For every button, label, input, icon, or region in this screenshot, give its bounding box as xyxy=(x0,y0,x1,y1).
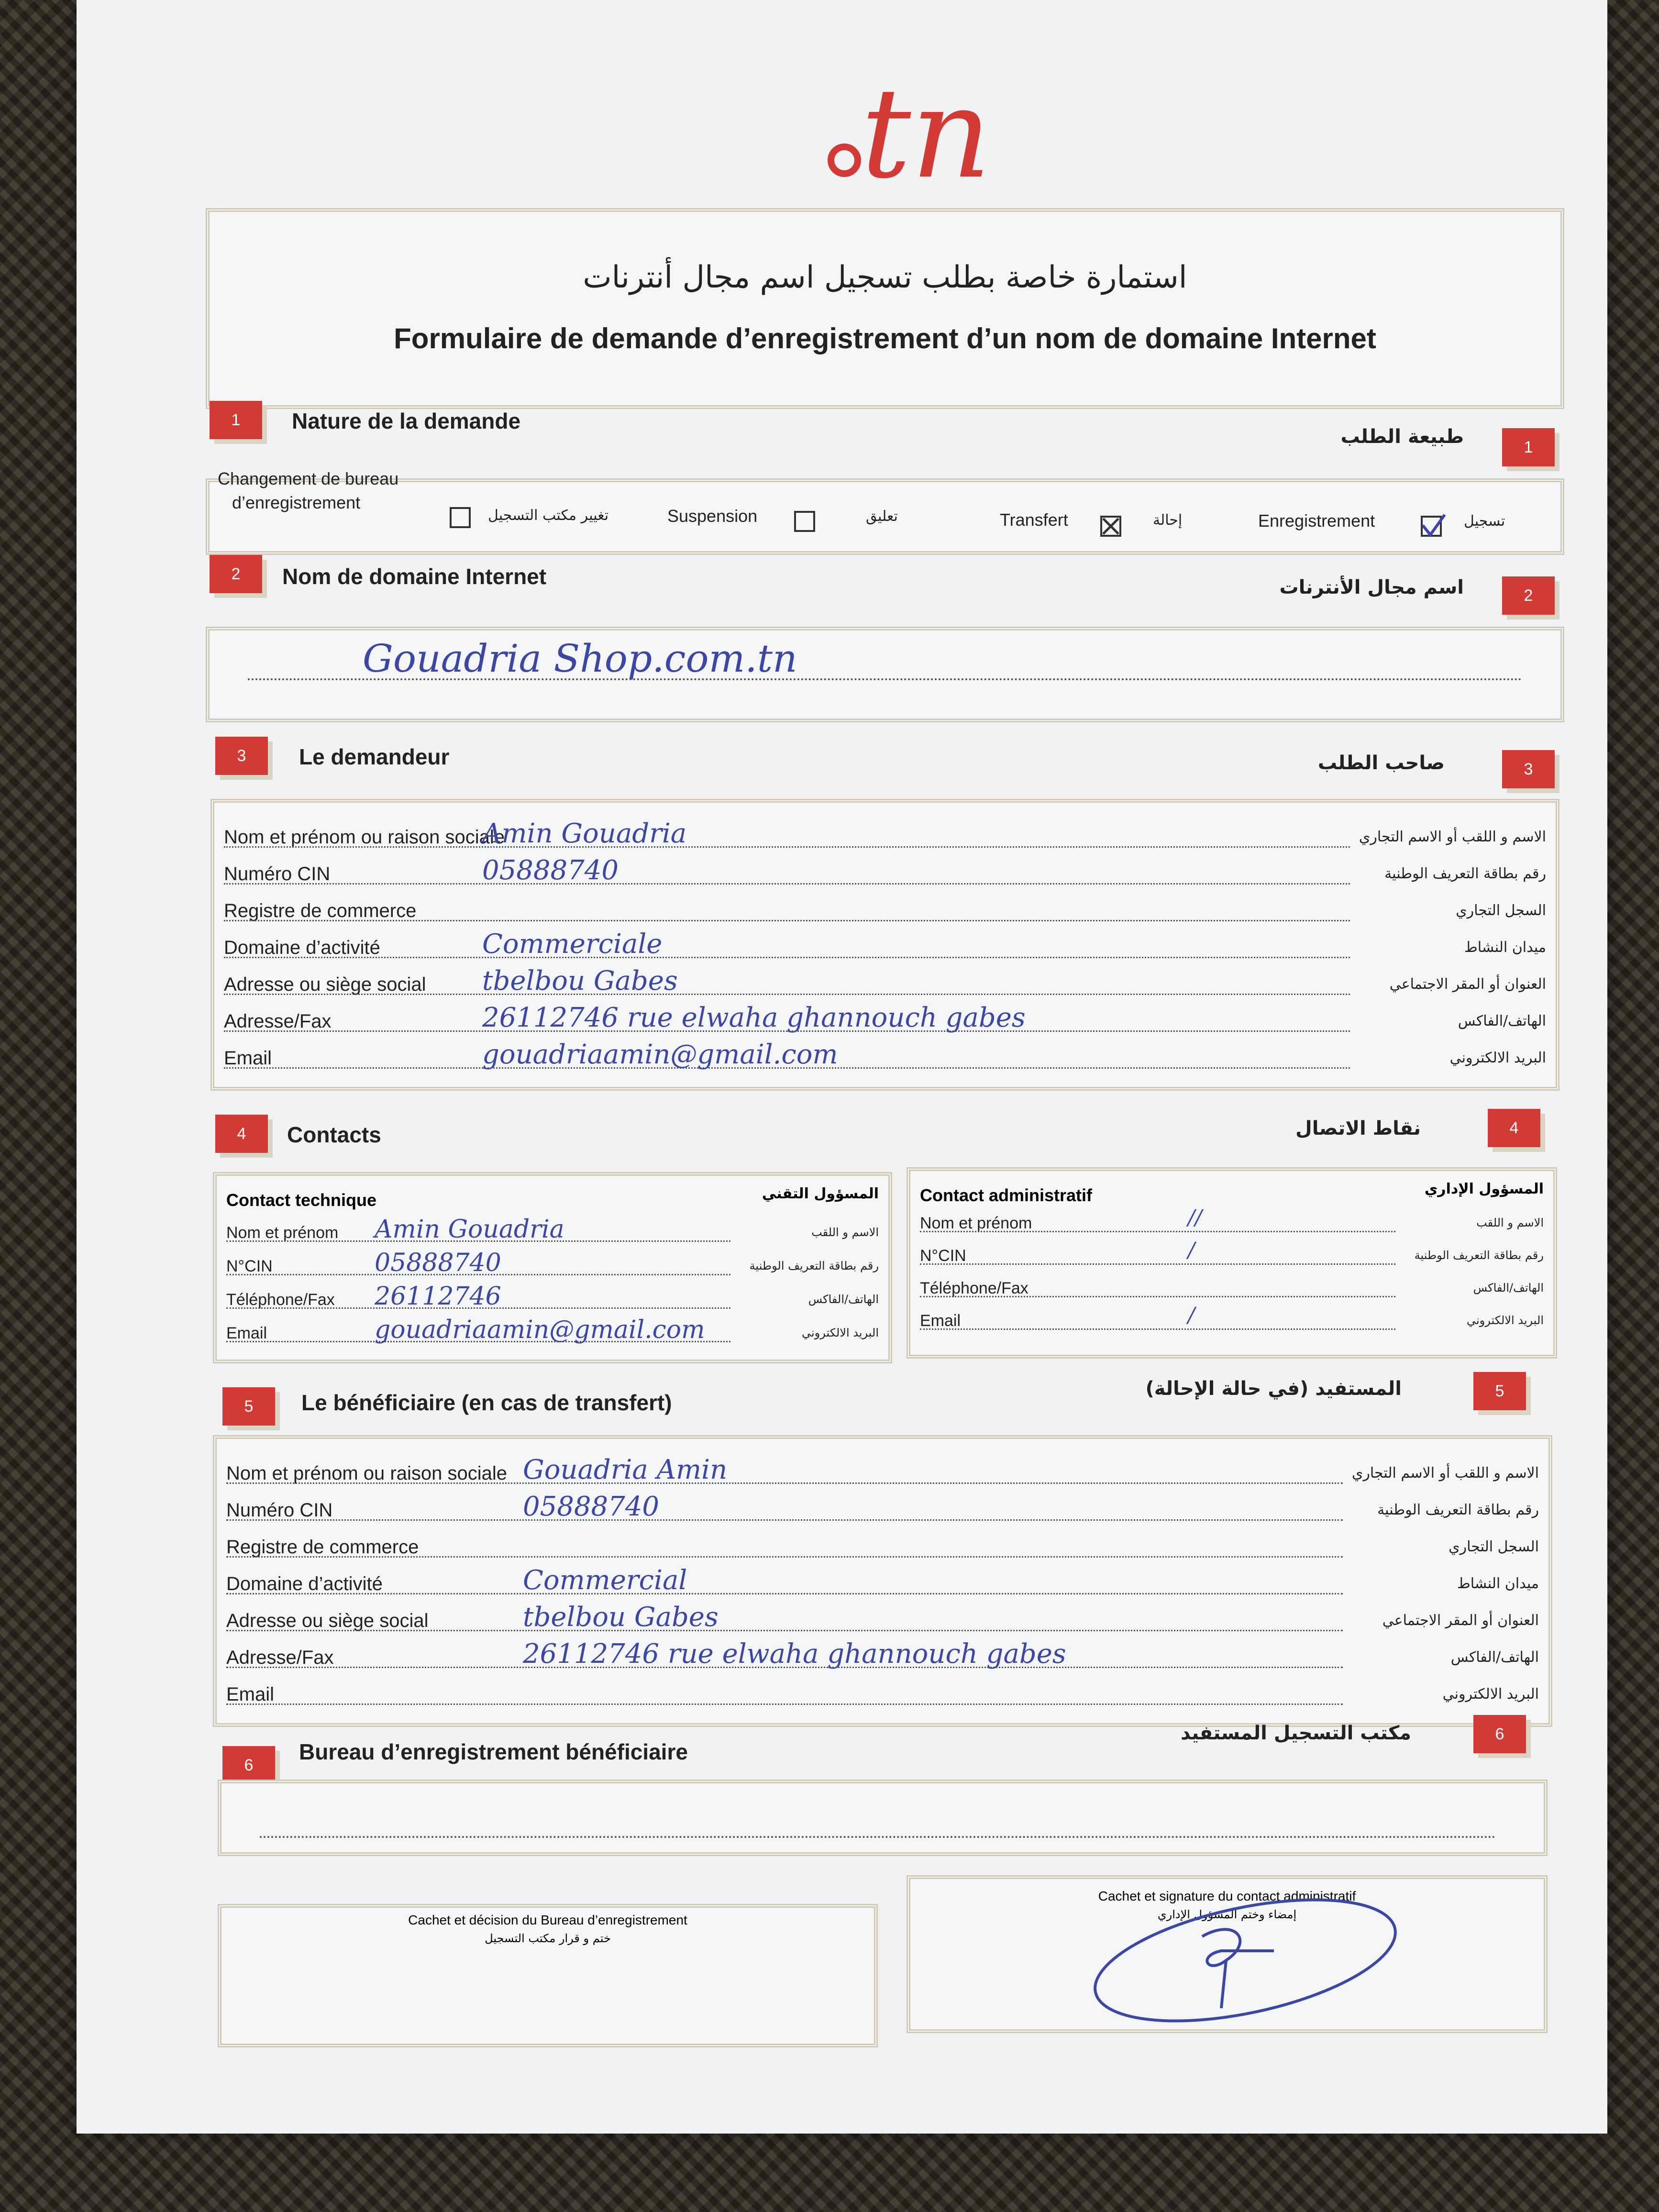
s5-field-label: Adresse/Fax xyxy=(226,1647,334,1668)
form-page xyxy=(77,0,1607,2134)
tech-field-label: Téléphone/Fax xyxy=(226,1291,335,1309)
section-5-box xyxy=(213,1435,1552,1727)
s3-field-dotted-line xyxy=(224,919,1350,921)
contact-administratif-title-ar: المسؤول الإداري xyxy=(1424,1181,1544,1197)
section-2-number: 2 xyxy=(210,555,262,593)
s3-field-label: Adresse/Fax xyxy=(224,1011,332,1032)
section-1-number: 1 xyxy=(210,401,262,439)
s5-field-label-ar: البريد الالكتروني xyxy=(1442,1686,1539,1703)
section-6-title: Bureau d’enregistrement bénéficiaire xyxy=(299,1739,688,1764)
section-5-number: 5 xyxy=(222,1387,275,1426)
section-2-title-ar: اسم مجال الأنترنات xyxy=(1279,576,1464,598)
domain-value[interactable]: Gouadria Shop.com.tn xyxy=(363,636,797,681)
section-3-title-ar: صاحب الطلب xyxy=(1317,752,1445,774)
option-enregistrement-label: Enregistrement xyxy=(1258,511,1375,531)
contact-technique-title-ar: المسؤول التقني xyxy=(762,1185,879,1202)
tech-field-label: Email xyxy=(226,1324,267,1342)
admin-field-dotted-line xyxy=(920,1263,1395,1265)
s5-field-label: Domaine d’activité xyxy=(226,1573,383,1594)
x-mark-icon xyxy=(1102,518,1119,535)
check-mark-icon xyxy=(1420,513,1449,542)
contact-technique-title: Contact technique xyxy=(226,1190,377,1210)
admin-field-label: N°CIN xyxy=(920,1247,966,1265)
admin-field-label-ar: رقم بطاقة التعريف الوطنية xyxy=(1414,1249,1544,1262)
s5-field-label: Nom et prénom ou raison sociale xyxy=(226,1463,507,1484)
checkbox-suspension[interactable] xyxy=(794,511,815,532)
contact-administratif-title: Contact administratif xyxy=(920,1185,1093,1205)
section-6-dotted-line xyxy=(260,1836,1496,1838)
s5-field-dotted-line xyxy=(226,1593,1343,1594)
s5-field-label-ar: الاسم و اللقب أو الاسم التجاري xyxy=(1351,1465,1539,1482)
section-6-number: 6 xyxy=(222,1746,275,1784)
stamp-left-box xyxy=(218,1904,878,2047)
title-arabic: استمارة خاصة بطلب تسجيل اسم مجال أنترنات xyxy=(583,260,1187,295)
admin-field-label-ar: الهاتف/الفاكس xyxy=(1473,1281,1544,1294)
section-3-number-ar: 3 xyxy=(1502,750,1555,788)
s5-field-dotted-line xyxy=(226,1556,1343,1558)
section-1-title-ar: طبيعة الطلب xyxy=(1340,426,1464,448)
s5-field-label-ar: ميدان النشاط xyxy=(1457,1575,1539,1592)
checkbox-change[interactable] xyxy=(450,507,471,528)
admin-field-dotted-line xyxy=(920,1230,1395,1232)
s5-field-label: Adresse ou siège social xyxy=(226,1610,429,1631)
s5-field-dotted-line xyxy=(226,1629,1343,1631)
signature-icon xyxy=(1083,1898,1417,2032)
tech-field-value[interactable]: 05888740 xyxy=(375,1249,501,1277)
s5-field-dotted-line xyxy=(226,1703,1343,1705)
option-enregistrement-ar: تسجيل xyxy=(1464,513,1505,530)
section-1-title: Nature de la demande xyxy=(292,409,521,433)
section-5-title-ar: المستفيد (في حالة الإحالة) xyxy=(1145,1378,1402,1400)
section-6-number-ar: 6 xyxy=(1473,1715,1526,1753)
tech-field-label-ar: رقم بطاقة التعريف الوطنية xyxy=(749,1259,879,1272)
s3-field-label: Adresse ou siège social xyxy=(224,974,426,995)
logo-text: tn xyxy=(861,62,991,206)
contact-technique-box xyxy=(213,1172,892,1363)
option-transfert-ar: إحالة xyxy=(1153,512,1183,529)
tech-field-label-ar: الهاتف/الفاكس xyxy=(808,1293,879,1306)
s3-field-value[interactable]: gouadriaamin@gmail.com xyxy=(482,1039,838,1070)
section-6-title-ar: مكتب التسجيل المستفيد xyxy=(1181,1722,1411,1744)
s3-field-dotted-line xyxy=(224,956,1350,958)
admin-field-value[interactable]: / xyxy=(1188,1303,1195,1327)
s3-field-label-ar: البريد الالكتروني xyxy=(1449,1050,1546,1066)
stamp-left-title-ar: ختم و قرار مكتب التسجيل xyxy=(485,1932,611,1945)
s3-field-label-ar: السجل التجاري xyxy=(1456,902,1546,919)
s3-field-label: Registre de commerce xyxy=(224,900,417,921)
s5-field-label-ar: السجل التجاري xyxy=(1449,1538,1539,1555)
s5-field-value[interactable]: Commercial xyxy=(523,1565,687,1596)
s5-field-value[interactable]: Gouadria Amin xyxy=(523,1454,728,1485)
title-french: Formulaire de demande d’enregistrement d’un nom de domaine Internet xyxy=(394,322,1376,354)
admin-field-dotted-line xyxy=(920,1295,1395,1297)
tech-field-label-ar: البريد الالكتروني xyxy=(801,1326,879,1339)
s3-field-label-ar: رقم بطاقة التعريف الوطنية xyxy=(1384,865,1546,882)
admin-field-label: Téléphone/Fax xyxy=(920,1279,1029,1297)
s5-field-value[interactable]: 26112746 rue elwaha ghannouch gabes xyxy=(523,1638,1066,1670)
section-4-number: 4 xyxy=(215,1115,268,1153)
contact-administratif-box xyxy=(907,1167,1557,1359)
s3-field-label-ar: الهاتف/الفاكس xyxy=(1458,1013,1546,1029)
section-4-number-ar: 4 xyxy=(1488,1109,1540,1147)
option-suspension-label: Suspension xyxy=(667,506,758,526)
s3-field-label: Domaine d’activité xyxy=(224,937,380,958)
tech-field-label-ar: الاسم و اللقب xyxy=(811,1226,879,1239)
s5-field-label-ar: الهاتف/الفاكس xyxy=(1450,1649,1539,1666)
s3-field-dotted-line xyxy=(224,846,1350,848)
header-box xyxy=(206,208,1564,409)
section-2-box xyxy=(206,627,1564,722)
s5-field-label: Email xyxy=(226,1684,275,1705)
logo-circle-icon xyxy=(828,144,861,177)
section-3-box xyxy=(210,799,1559,1091)
s3-field-label: Nom et prénom ou raison sociale xyxy=(224,827,505,848)
s3-field-dotted-line xyxy=(224,883,1350,885)
s3-field-label: Email xyxy=(224,1048,272,1069)
s3-field-value[interactable]: tbelbou Gabes xyxy=(482,965,678,996)
tech-field-label: N°CIN xyxy=(226,1257,273,1275)
option-change-ar: تغيير مكتب التسجيل xyxy=(488,507,609,524)
s3-field-value[interactable]: 05888740 xyxy=(482,855,619,886)
admin-field-dotted-line xyxy=(920,1328,1395,1330)
section-2-title: Nom de domaine Internet xyxy=(282,564,547,589)
option-change-label: Changement de bureau xyxy=(218,469,399,488)
s5-field-value[interactable]: 05888740 xyxy=(523,1491,660,1522)
option-transfert-label: Transfert xyxy=(1000,510,1068,530)
checkbox-transfert[interactable] xyxy=(1100,516,1121,537)
admin-field-value[interactable]: / xyxy=(1188,1238,1195,1262)
section-5-title: Le bénéficiaire (en cas de transfert) xyxy=(301,1390,672,1415)
tech-field-value[interactable]: 26112746 xyxy=(375,1282,501,1311)
section-4-title-ar: نقاط الاتصال xyxy=(1295,1117,1421,1139)
s3-field-value[interactable]: Amin Gouadria xyxy=(482,818,687,849)
tech-field-value[interactable]: gouadriaamin@gmail.com xyxy=(375,1316,705,1344)
stamp-left-title: Cachet et décision du Bureau d’enregistrement xyxy=(408,1913,687,1927)
section-1-number-ar: 1 xyxy=(1502,428,1555,466)
s3-field-dotted-line xyxy=(224,993,1350,995)
s3-field-label-ar: العنوان أو المقر الاجتماعي xyxy=(1389,976,1546,993)
section-5-number-ar: 5 xyxy=(1473,1372,1526,1410)
checkbox-enregistrement[interactable] xyxy=(1421,516,1442,537)
section-2-number-ar: 2 xyxy=(1502,576,1555,615)
s5-field-dotted-line xyxy=(226,1482,1343,1484)
tech-field-value[interactable]: Amin Gouadria xyxy=(375,1215,564,1244)
section-4-title: Contacts xyxy=(287,1122,381,1147)
s3-field-value[interactable]: Commerciale xyxy=(482,929,663,960)
admin-field-label-ar: البريد الالكتروني xyxy=(1466,1314,1544,1327)
s5-field-value[interactable]: tbelbou Gabes xyxy=(523,1602,719,1633)
s5-field-label: Numéro CIN xyxy=(226,1500,333,1521)
s3-field-label: Numéro CIN xyxy=(224,863,331,885)
option-suspension-ar: تعليق xyxy=(866,508,898,525)
stamp-right-title: Cachet et signature du contact administratif xyxy=(1098,1889,1356,1903)
s3-field-value[interactable]: 26112746 rue elwaha ghannouch gabes xyxy=(482,1002,1026,1033)
admin-field-label: Nom et prénom xyxy=(920,1214,1032,1232)
admin-field-label-ar: الاسم و اللقب xyxy=(1476,1216,1544,1229)
admin-field-label: Email xyxy=(920,1312,961,1330)
stamp-right-title-ar: إمضاء وختم المسؤول الإداري xyxy=(1157,1908,1297,1921)
s5-field-label-ar: العنوان أو المقر الاجتماعي xyxy=(1382,1612,1539,1629)
section-3-number: 3 xyxy=(215,737,268,775)
s3-field-label-ar: الاسم و اللقب أو الاسم التجاري xyxy=(1359,829,1546,845)
option-change-label-2: d’enregistrement xyxy=(232,493,361,512)
admin-field-value[interactable]: // xyxy=(1188,1206,1202,1230)
tech-field-label: Nom et prénom xyxy=(226,1224,339,1242)
s5-field-label: Registre de commerce xyxy=(226,1537,419,1558)
stamp-right-box xyxy=(907,1875,1548,2033)
section-3-title: Le demandeur xyxy=(299,744,450,769)
logo xyxy=(828,62,991,206)
s5-field-label-ar: رقم بطاقة التعريف الوطنية xyxy=(1377,1502,1539,1518)
s3-field-label-ar: ميدان النشاط xyxy=(1464,939,1546,956)
s5-field-dotted-line xyxy=(226,1519,1343,1521)
section-6-box xyxy=(218,1780,1548,1856)
